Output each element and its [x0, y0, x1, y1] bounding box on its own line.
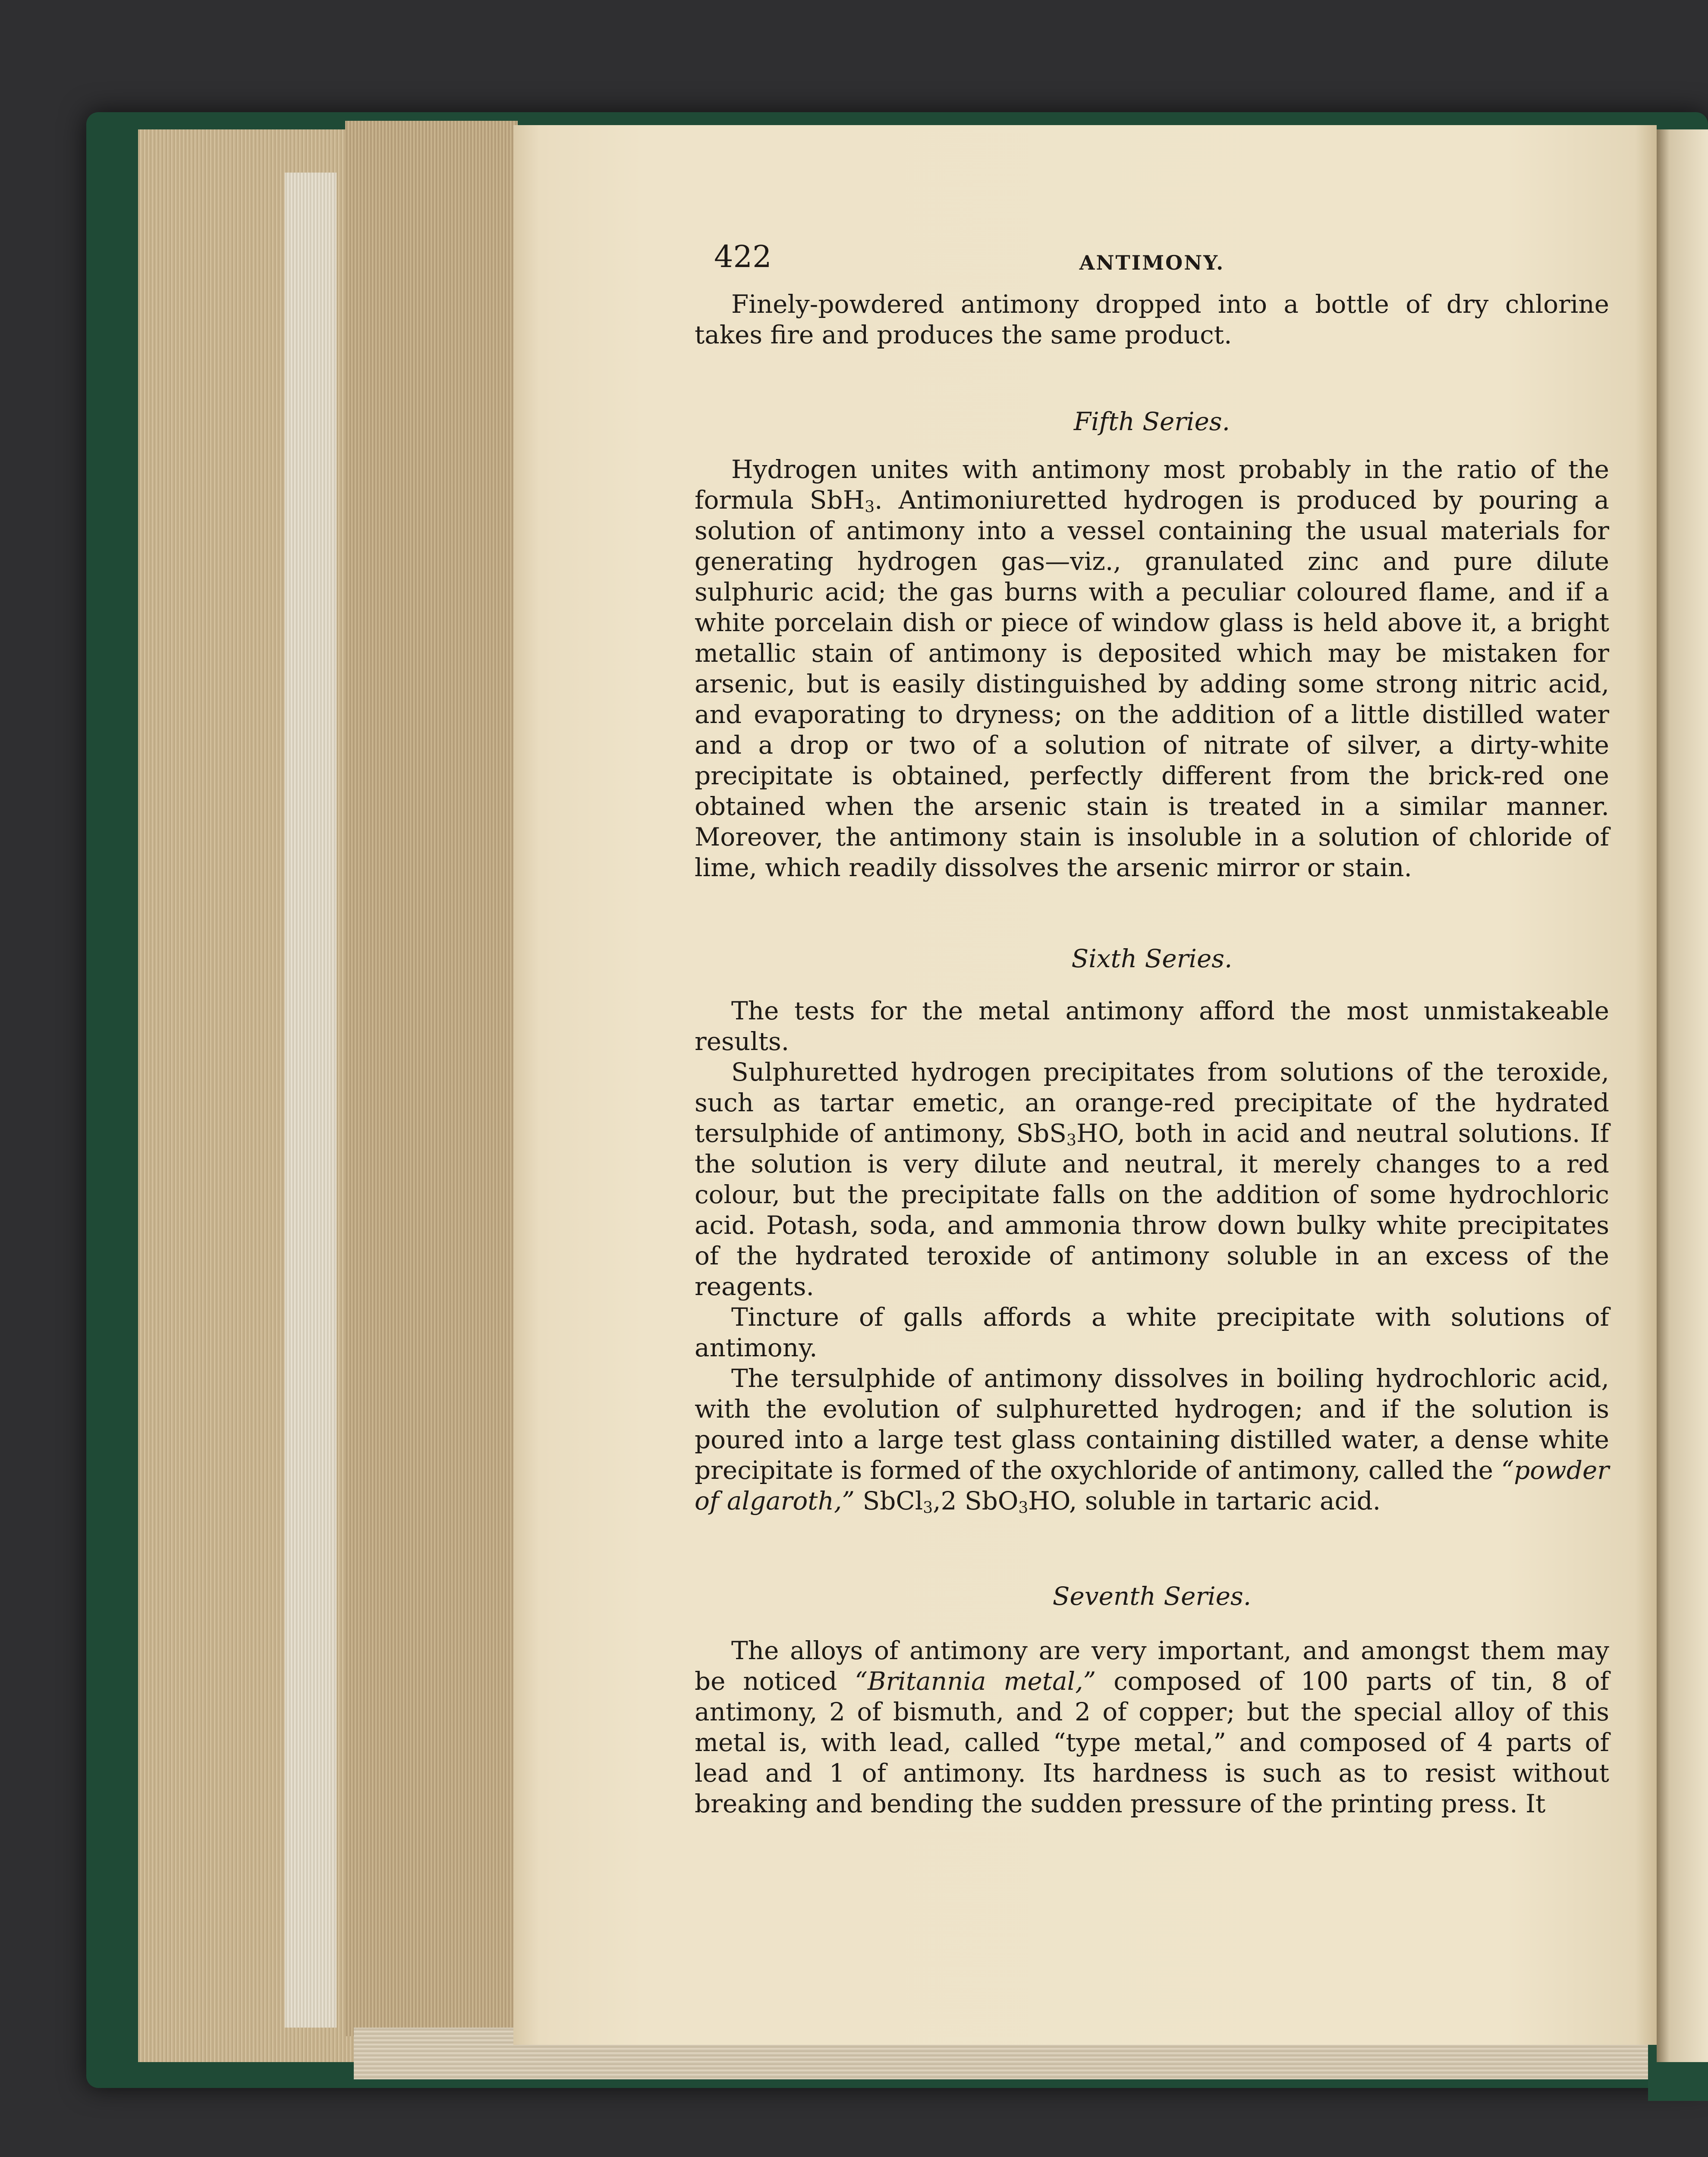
paragraph-sulphuretted	[695, 1057, 1609, 1302]
text-span: composed of 100 parts of tin, 8 of antimony, 2 of bismuth, and 2 of copper; but the special alloy of this metal is, with lead, called “type metal,” and composed of 4 parts of lead and 1 of antimony. Its hardness is such as to resist without breaking and bending the sudden pressure of the printing press. It	[695, 1666, 1609, 1818]
subscript: 3	[1018, 1499, 1029, 1517]
page-header	[695, 239, 1609, 289]
paragraph-galls: Tincture of galls affords a white precipitate with solutions of antimony.	[695, 1302, 1609, 1362]
text-span: Sulphuretted hydrogen precipitates from solutions of the teroxide, such as tartar emetic, an orange-red precipitate of the hydrated tersulphide of antimony, SbS	[695, 1057, 1609, 1148]
italic-term: “powder of algaroth,”	[695, 1456, 1609, 1516]
facing-page-edge	[1657, 129, 1708, 2062]
text-span: The tersulphide of antimony dissolves in boiling hydrochloric acid, with the evolution of sulphuretted hydrogen; and if the solution is poured into a large test glass containing distilled water, a dense white precipitate is formed of the oxychloride of antimony, called the	[695, 1364, 1609, 1485]
heading-sixth-series: Sixth Series.	[1071, 944, 1233, 973]
text-span: The alloys of antimony are very important, and amongst them may be noticed	[695, 1636, 1609, 1696]
heading-fifth-series: Fifth Series.	[1073, 407, 1230, 436]
text-span: ,2 SbO	[933, 1486, 1019, 1516]
text-span: . Antimoniuretted hydrogen is produced by pouring a solution of antimony into a vessel containing the usual materials for generating hydrogen gas—viz., granulated zinc and pure dilute sulphuric acid; the gas burns with a peculiar coloured flame, and if a white porcelain dish or piece of window glass is held above it, a bright metallic stain of antimony is deposited which may be mistaken for arsenic, but is easily distinguished by adding some strong nitric acid, and evaporating to dryness; on the addition of a little distilled water and a drop or two of a solution of nitrate of silver, a dirty-white precipitate is obtained, perfectly different from the brick-red one obtained when the arsenic stain is treated in a similar manner. Moreover, the antimony stain is insoluble in a solution of chloride of lime, which readily dissolves the arsenic mirror or stain.	[695, 485, 1609, 882]
subscript: 3	[923, 1499, 933, 1517]
text-span: SbCl	[855, 1486, 923, 1516]
subscript: 3	[865, 498, 875, 516]
subscript: 3	[1066, 1132, 1076, 1149]
paragraph-chlorine: Finely-powdered antimony dropped into a bottle of dry chlorine takes fire and produces the same product.	[695, 289, 1609, 349]
text-span: HO, soluble in tartaric acid.	[1028, 1486, 1381, 1516]
text-span: HO, both in acid and neutral solutions. If the solution is very dilute and neutral, it merely changes to a red colour, but the precipitate falls on the addition of some hydrochloric acid. Potash, soda, and ammonia throw down bulky white precipitates of the hydrated teroxide of antimony soluble in an excess of the reagents.	[695, 1119, 1609, 1301]
running-title: ANTIMONY.	[1079, 251, 1225, 274]
page-number: 422	[714, 239, 772, 274]
paragraph-tersulphide	[695, 1363, 1609, 1516]
paragraph-tests: The tests for the metal antimony afford the most unmistakeable results.	[695, 996, 1609, 1056]
text-span: Hydrogen unites with antimony most probably in the ratio of the formula SbH	[695, 455, 1609, 515]
page-text	[695, 239, 1609, 1819]
paragraph-alloys	[695, 1635, 1609, 1819]
heading-seventh-series: Seventh Series.	[1052, 1582, 1252, 1611]
italic-term: “Britannia metal,”	[855, 1666, 1096, 1696]
paragraph-hydrogen	[695, 454, 1609, 883]
page-edges-inner	[345, 121, 518, 2036]
page-edges-light	[285, 173, 337, 2028]
